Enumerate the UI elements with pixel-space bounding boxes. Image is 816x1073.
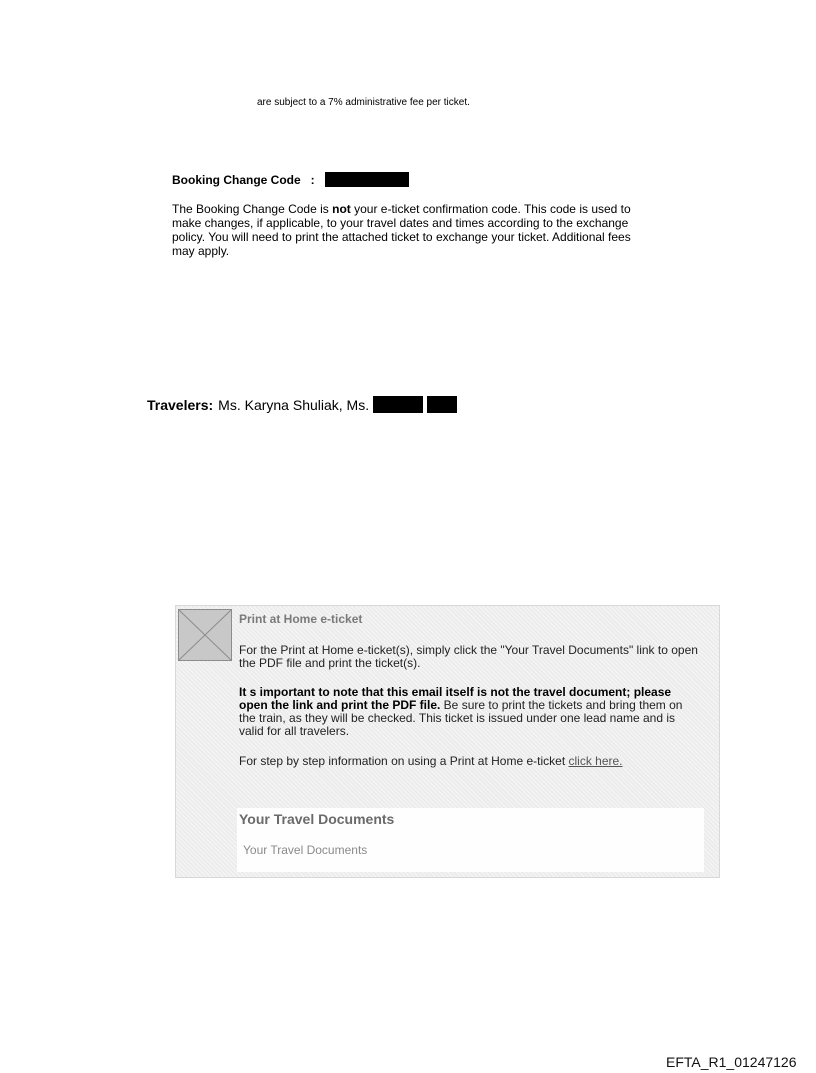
redaction-box [373, 396, 423, 413]
travel-documents-heading: Your Travel Documents [239, 811, 395, 827]
redaction-box [325, 172, 409, 187]
travelers-line [147, 396, 457, 413]
desc-text-start: The Booking Change Code is [172, 202, 333, 216]
travelers-names: Ms. Karyna Shuliak, Ms. [218, 396, 370, 413]
important-notice-bold: It s important to note that this email itself is not the travel document; please open the link and print the PDF file. [239, 685, 672, 712]
desc-text-end: your e-ticket confirmation code. This code is used to make changes, if applicable, to your travel dates and times according to the exchange policy. You will need to print the attached ticket to exchange your ticket. Additional fees may apply. [172, 202, 631, 258]
step-by-step-info [239, 755, 701, 768]
redaction-box [427, 396, 457, 413]
booking-change-code-label: Booking Change Code [172, 172, 301, 187]
broken-image-icon [178, 609, 232, 661]
booking-change-code-description [172, 202, 632, 258]
print-at-home-intro: For the Print at Home e-ticket(s), simply click the "Your Travel Documents" link to open the PDF file and print the ticket(s). [239, 643, 698, 670]
print-at-home-title: Print at Home e-ticket [239, 612, 363, 626]
booking-change-code-row [172, 172, 409, 187]
fee-note: are subject to a 7% administrative fee per ticket. [257, 97, 470, 108]
travelers-label: Travelers: [147, 396, 214, 413]
booking-change-code-separator: : [310, 172, 315, 187]
travel-documents-link[interactable]: Your Travel Documents [243, 843, 368, 857]
important-notice [239, 686, 701, 738]
click-here-link[interactable]: click here. [568, 754, 623, 768]
step-by-step-text: For step by step information on using a Print at Home e-ticket [239, 754, 569, 768]
document-id: EFTA_R1_01247126 [666, 1054, 797, 1070]
important-notice-rest: Be sure to print the tickets and bring them on the train, as they will be checked. This ticket is issued under one lead name and is valid for all travelers. [239, 698, 683, 738]
desc-emphasis: not [332, 202, 351, 216]
